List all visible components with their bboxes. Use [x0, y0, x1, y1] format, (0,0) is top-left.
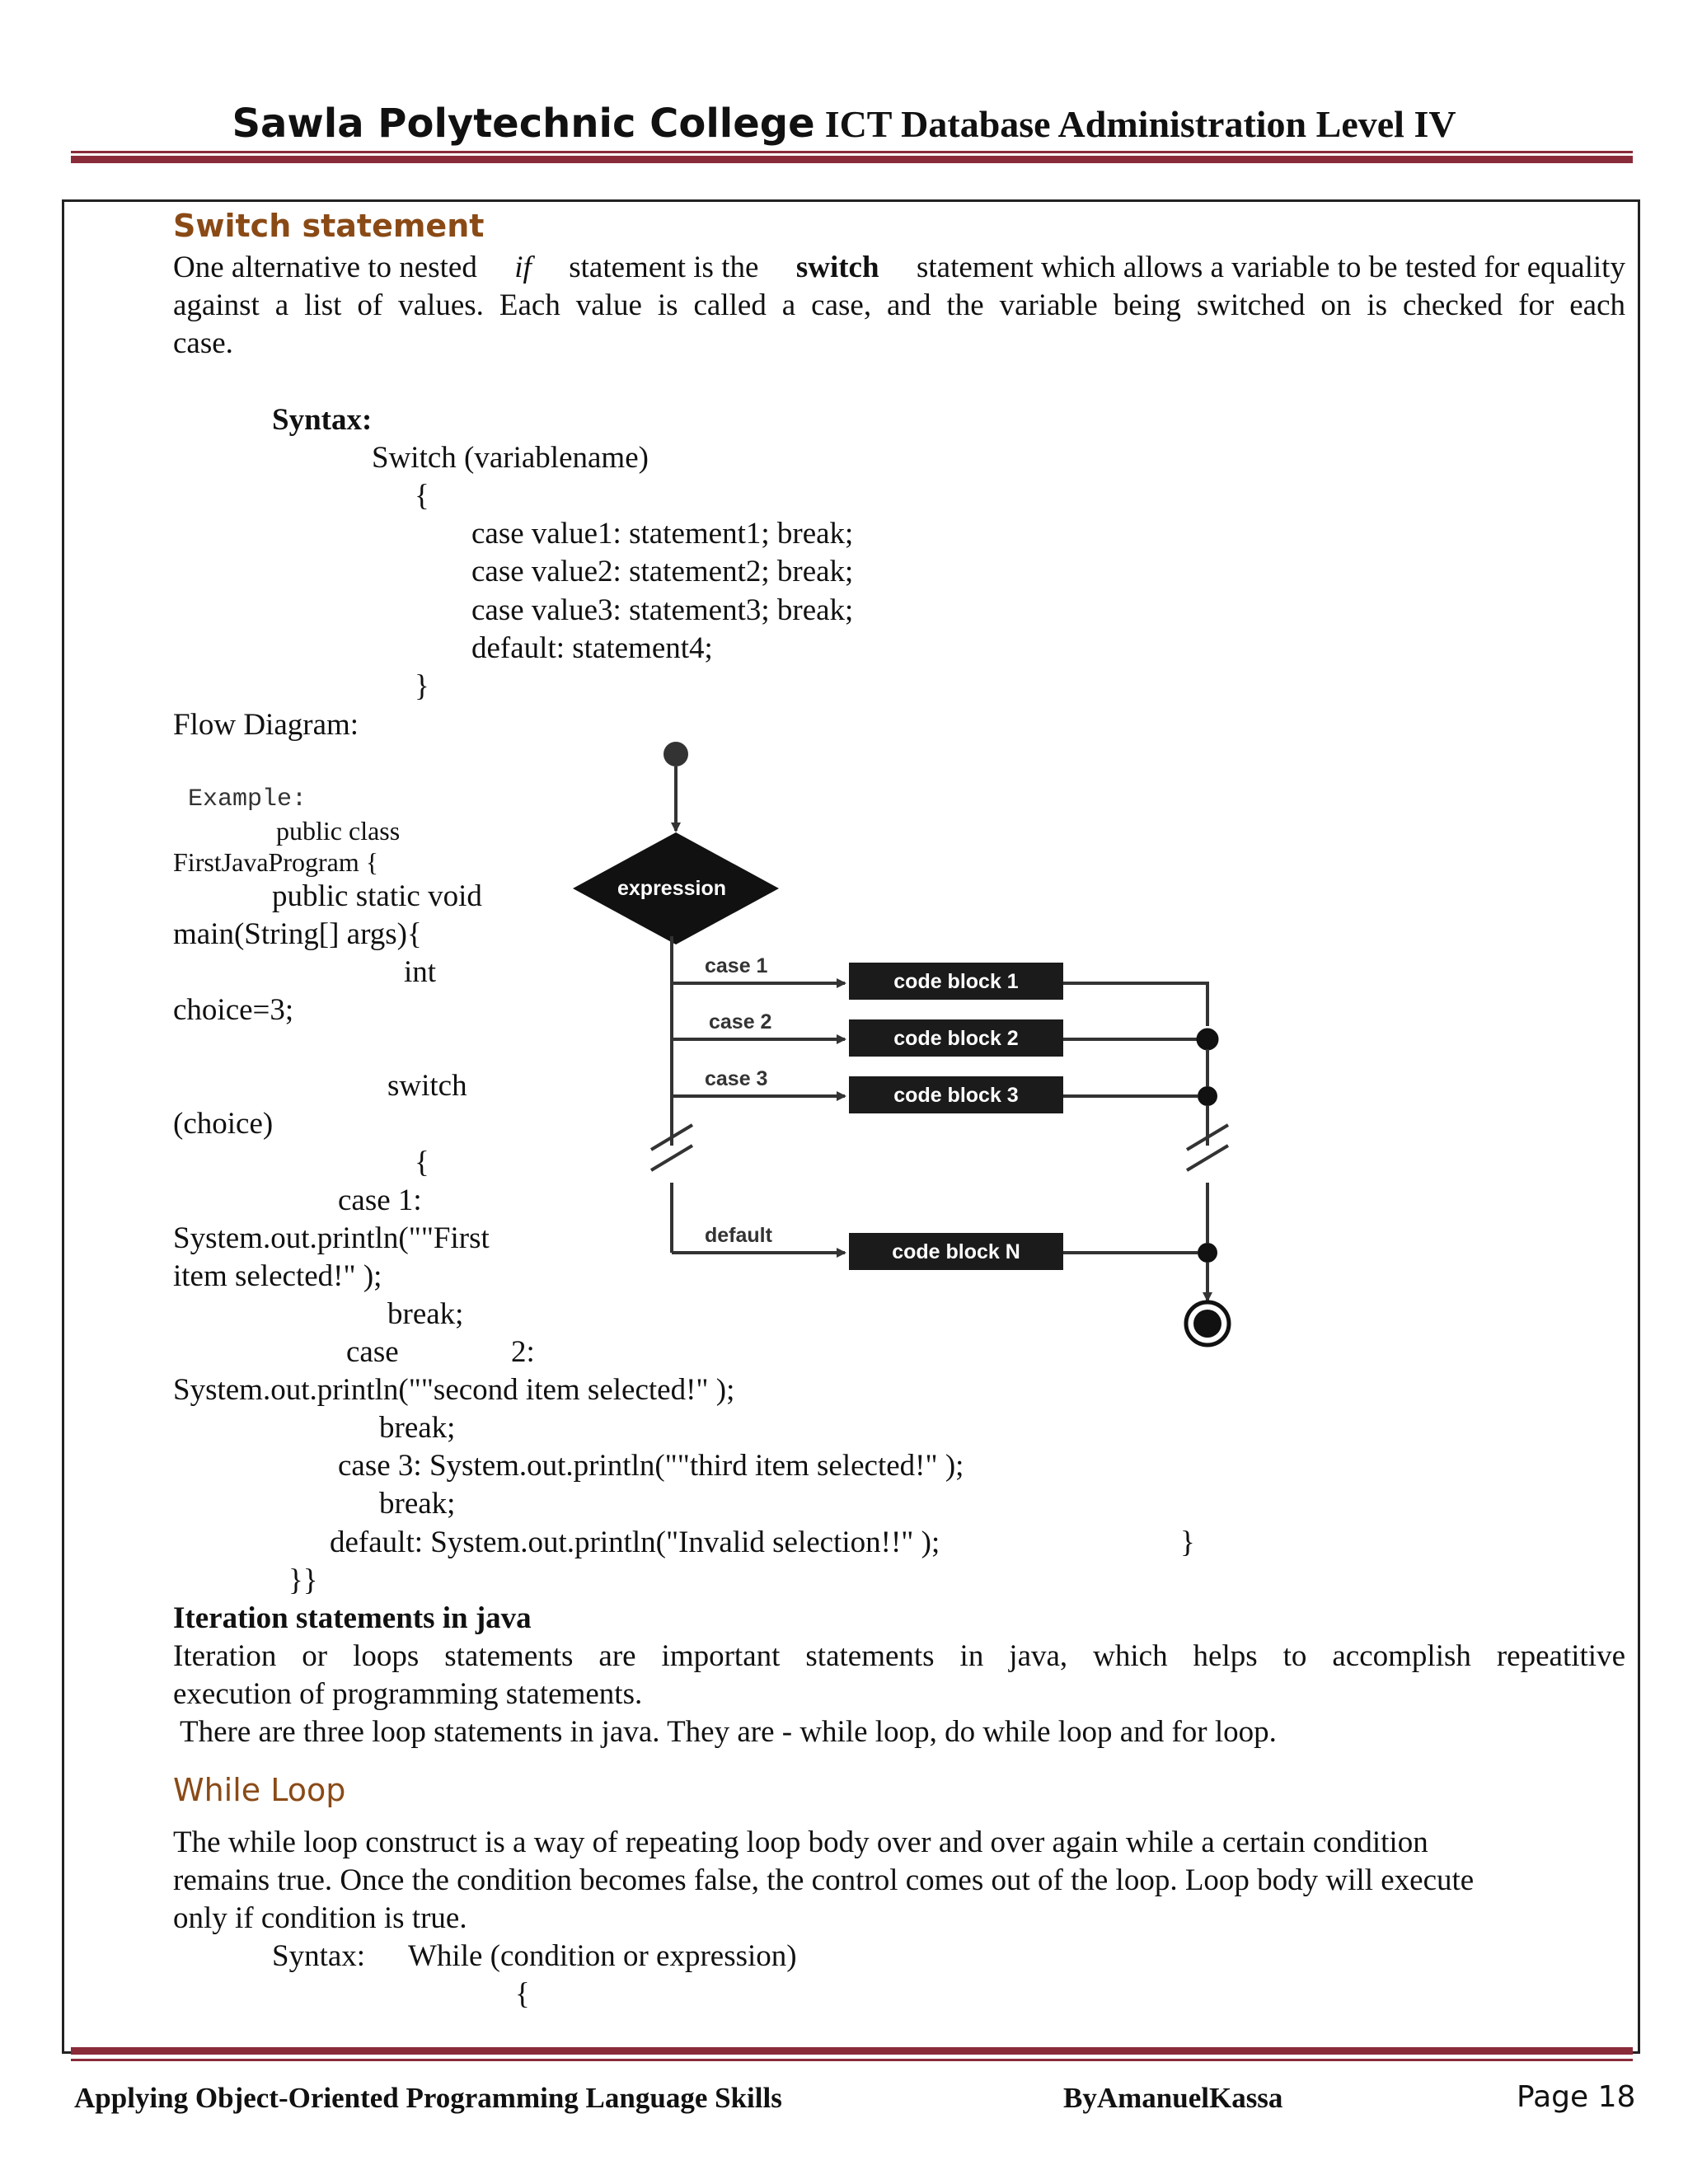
- switch-heading: Switch statement: [173, 208, 485, 244]
- syntax-line: Switch (variablename): [372, 441, 649, 475]
- example-line: {: [415, 1146, 429, 1179]
- while-syntax-line: While (condition or expression): [408, 1939, 797, 1973]
- example-line: public static void: [272, 879, 482, 913]
- while-line: remains true. Once the condition becomes false, the control comes out of the loop. Loop body will execute: [173, 1863, 1475, 1897]
- example-line: FirstJavaProgram {: [173, 847, 379, 877]
- header-rule-thin: [71, 151, 1633, 153]
- iteration-line-3: There are three loop statements in java. They are - while loop, do while loop and for loop.: [180, 1715, 1277, 1749]
- example-line: default: System.out.println("Invalid selection!!" );: [330, 1526, 940, 1559]
- case-label: case 2: [709, 1010, 772, 1033]
- while-syntax-brace: {: [515, 1977, 530, 2011]
- while-line: only if condition is true.: [173, 1901, 467, 1935]
- example-line: case: [346, 1335, 399, 1369]
- example-line: System.out.println(""second item selected!" );: [173, 1373, 735, 1407]
- merge-dot-icon: [1198, 1029, 1217, 1049]
- example-line: choice=3;: [173, 993, 294, 1027]
- syntax-label: Syntax:: [272, 403, 373, 437]
- merge-dot-icon: [1198, 1086, 1217, 1106]
- header-program: ICT Database Administration Level IV: [824, 103, 1456, 145]
- example-line: }: [1180, 1526, 1195, 1559]
- example-line: (choice): [173, 1107, 274, 1141]
- footer-rule-thin: [71, 2059, 1633, 2061]
- example-line: System.out.println(""First: [173, 1221, 490, 1255]
- example-label: Example:: [188, 785, 307, 813]
- example-line: case 3: System.out.println(""third item selected!" );: [338, 1449, 964, 1483]
- page-header-title: [0, 101, 1688, 147]
- while-line: The while loop construct is a way of repeating loop body over and over again while a certain condition: [173, 1825, 1428, 1859]
- syntax-line: case value1: statement1; break;: [471, 517, 854, 551]
- header-college: Sawla Polytechnic College: [232, 101, 815, 147]
- example-line: main(String[] args){: [173, 917, 422, 951]
- code-block-label: code block 3: [893, 1084, 1019, 1107]
- footer-rule-thick: [71, 2047, 1633, 2055]
- flow-diagram-label: Flow Diagram:: [173, 708, 359, 742]
- start-node-icon: [663, 742, 688, 766]
- code-block-label: code block 2: [893, 1027, 1019, 1050]
- syntax-line: {: [415, 479, 429, 513]
- iteration-heading: Iteration statements in java: [173, 1601, 532, 1635]
- header-rule-thick: [71, 156, 1633, 163]
- iteration-line-1: Iteration or loops statements are important statements in java, which helps to accomplish repeatitive: [173, 1639, 1625, 1673]
- example-line: item selected!" );: [173, 1259, 382, 1293]
- case-label: case 3: [705, 1067, 768, 1090]
- example-line: switch: [387, 1069, 467, 1103]
- syntax-line: case value2: statement2; break;: [471, 555, 854, 588]
- example-line: break;: [379, 1411, 456, 1445]
- example-line: }}: [288, 1563, 318, 1597]
- case-label: default: [705, 1224, 772, 1247]
- decision-label: expression: [617, 877, 727, 900]
- footer-author: ByAmanuelKassa: [1063, 2082, 1283, 2114]
- code-block-label: code block 1: [893, 970, 1019, 993]
- example-line: public class: [276, 816, 401, 846]
- iteration-line-2: execution of programming statements.: [173, 1677, 643, 1711]
- merge-dot-icon: [1198, 1243, 1217, 1263]
- example-line: break;: [379, 1487, 456, 1521]
- switch-intro-line-3: case.: [173, 326, 233, 360]
- switch-intro-line-1: One alternative to nested if statement is the switch statement which allows a variable to be tested for equality: [173, 251, 1625, 284]
- code-block-label: code block N: [892, 1240, 1020, 1263]
- example-line: break;: [387, 1297, 464, 1331]
- switch-intro-line-2: against a list of values. Each value is called a case, and the variable being switched on is checked for each: [173, 288, 1625, 322]
- footer-page-number: Page 18: [1517, 2080, 1636, 2114]
- example-line: int: [404, 955, 437, 989]
- while-loop-heading: While Loop: [173, 1772, 346, 1808]
- syntax-line: case value3: statement3; break;: [471, 593, 854, 627]
- footer-course: Applying Object-Oriented Programming Language Skills: [74, 2082, 782, 2114]
- switch-flow-diagram: [544, 733, 1261, 1360]
- example-line: case 1:: [338, 1183, 422, 1217]
- example-line: 2:: [511, 1335, 535, 1369]
- while-syntax-label: Syntax:: [272, 1939, 366, 1973]
- syntax-line: default: statement4;: [471, 631, 713, 665]
- syntax-line: }: [415, 669, 429, 703]
- case-label: case 1: [705, 954, 768, 977]
